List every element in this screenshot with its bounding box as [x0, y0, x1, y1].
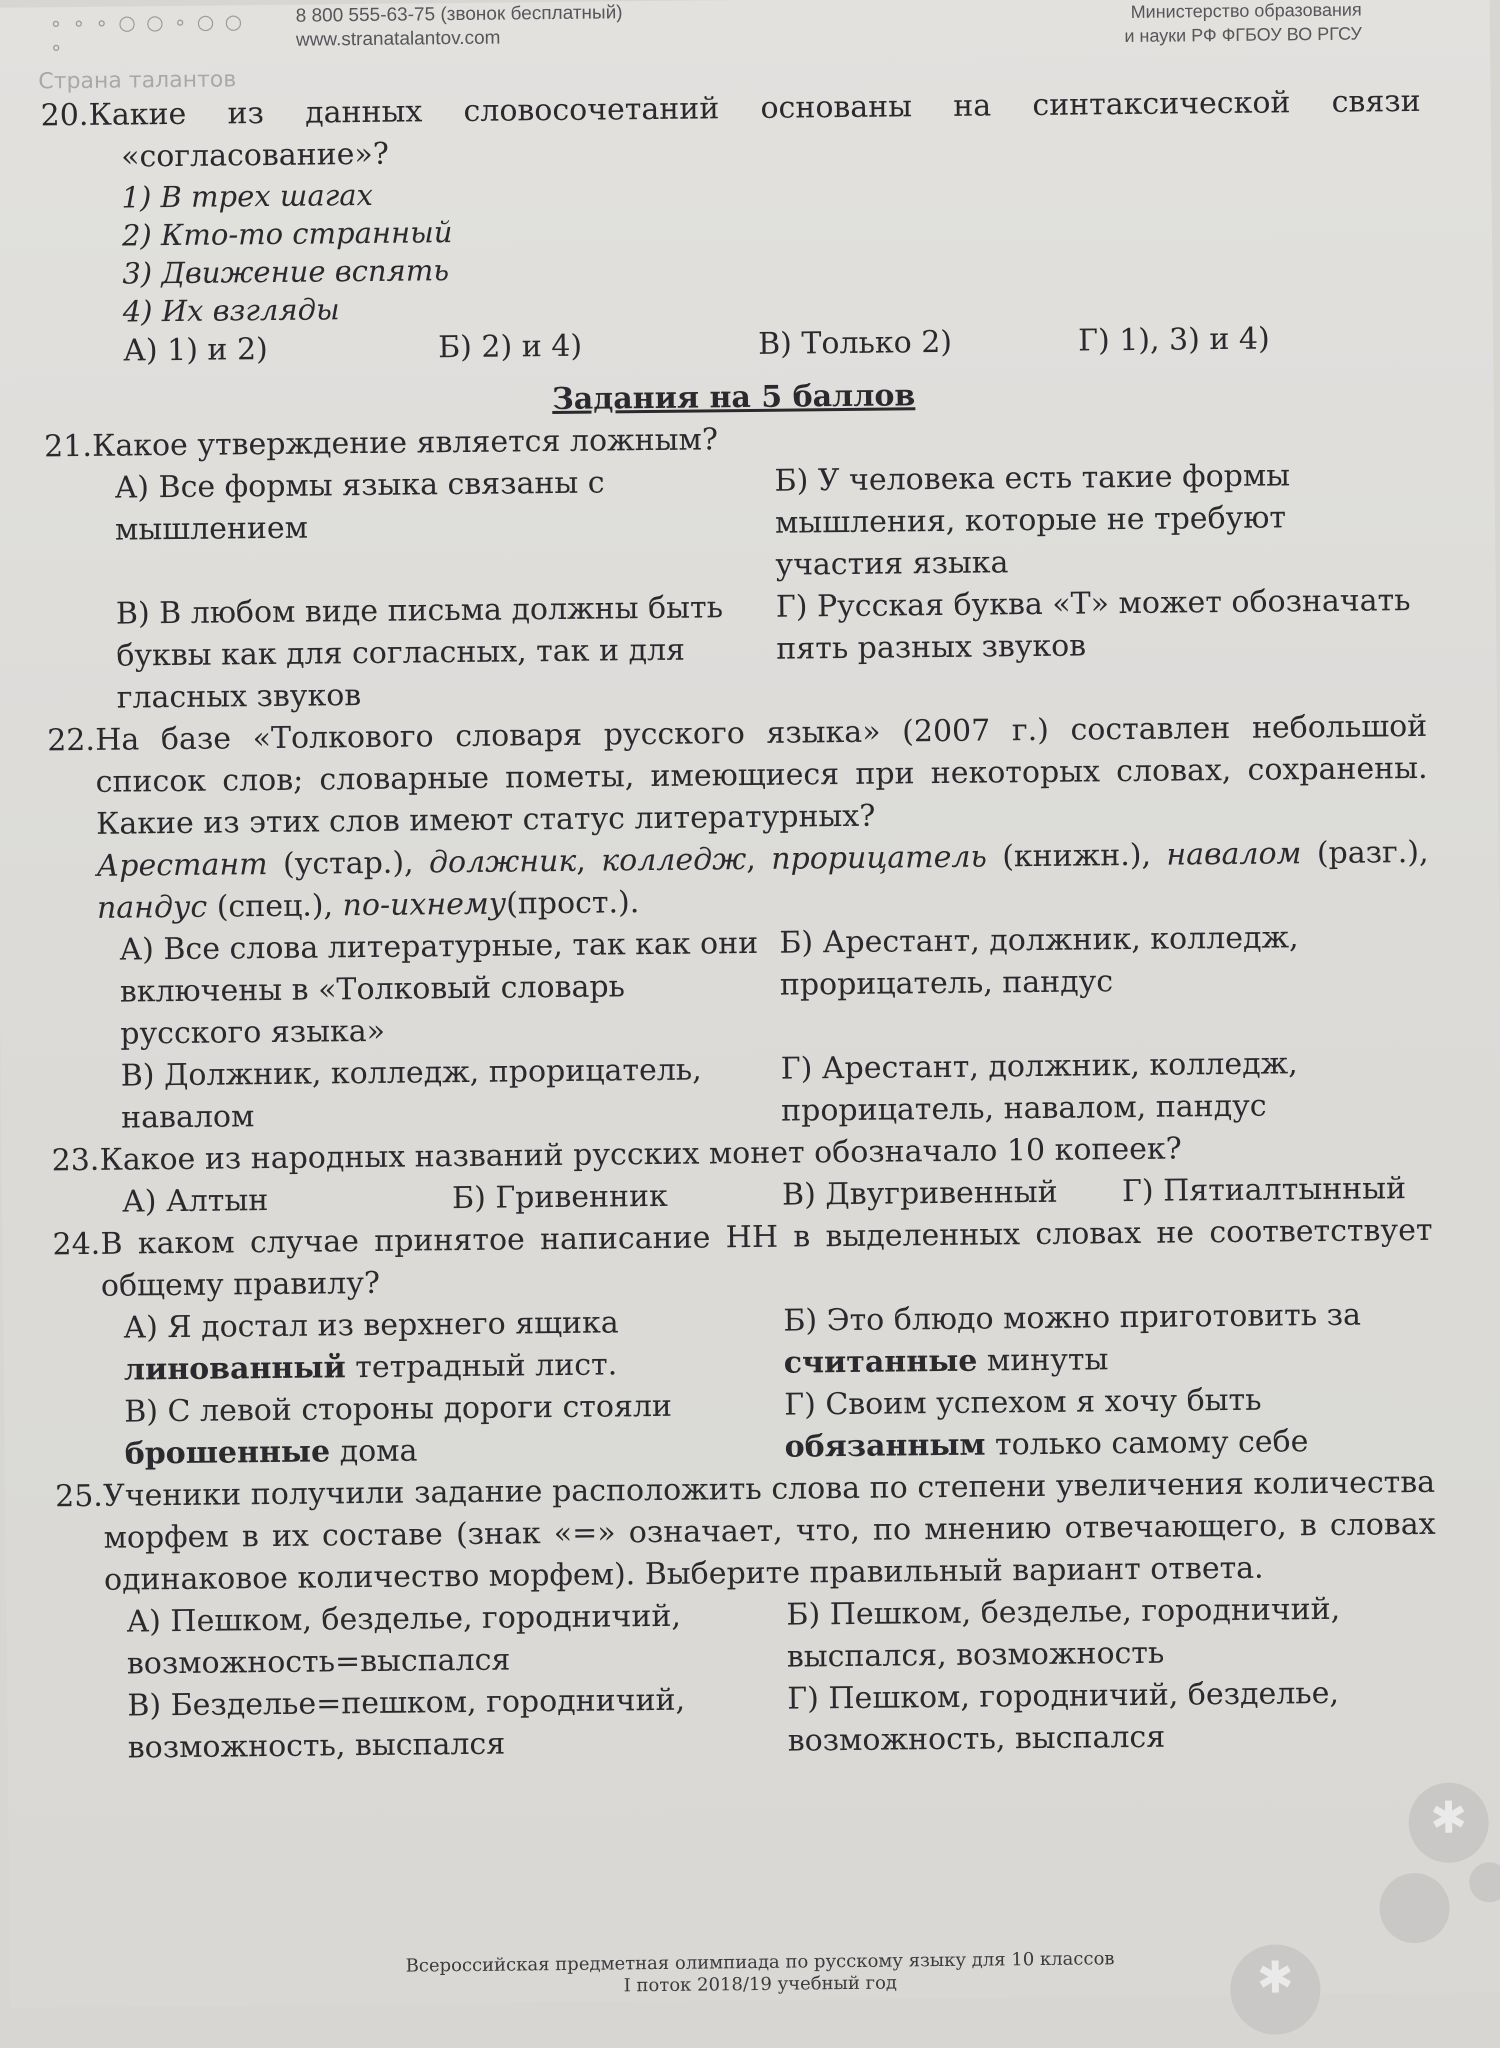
- answer-grid: [114, 454, 1427, 720]
- option-text: минуты: [977, 1342, 1109, 1379]
- question-text: Какие из данных словосочетаний основаны на синтаксической связи: [88, 83, 1421, 133]
- answer-option-b: Б) У человека есть такие формы мышления, которые не требуют участия языка: [774, 458, 1291, 583]
- highlighted-word: обязанным: [784, 1427, 986, 1465]
- answer-option: Г) 1), 3) и 4): [1077, 321, 1270, 359]
- highlighted-word: линованный: [123, 1350, 346, 1388]
- question-25: [55, 1462, 1438, 1770]
- question-number: 25.: [54, 1478, 104, 1515]
- word-mark: (устар.),: [267, 845, 430, 883]
- answer-option: А) 1) и 2): [122, 332, 268, 369]
- answer-option-c: В) Безделье=пешком, городничий, возможность, выспался: [127, 1682, 686, 1766]
- option-text: только самому себе: [985, 1424, 1309, 1463]
- question-23: [51, 1126, 1432, 1224]
- content: [40, 81, 1437, 1770]
- question-text-cont: «согласование»?: [120, 136, 390, 175]
- logo-name: Страна талантов: [38, 67, 237, 95]
- answer-grid: [119, 916, 1431, 1140]
- answer-option: В) Двугривенный: [781, 1174, 1058, 1213]
- highlighted-word: считанные: [783, 1343, 978, 1381]
- list-item: 3) Движение вспять: [122, 253, 450, 291]
- word-mark: (разг.),: [1301, 834, 1429, 872]
- answer-option: Б) Гривенник: [451, 1178, 668, 1217]
- footer-line-1: Всероссийская предметная олимпиада по русскому языку для 10 классов: [405, 1948, 1115, 1977]
- question-text: Какое из народных названий русских монет обозначало 10 копеек?: [99, 1131, 1182, 1178]
- option-text: В) С левой стороны дороги стояли: [124, 1388, 673, 1430]
- word-mark: (спец.),: [207, 888, 343, 925]
- word: должник: [428, 843, 577, 881]
- option-text: Г) Своим успехом я хочу быть: [784, 1382, 1262, 1423]
- question-number: 20.: [40, 97, 89, 134]
- question-24: [52, 1210, 1435, 1476]
- logo-dots: ∘ ∘ ∘ ○ ○ ∘ ○ ○ ∘: [49, 9, 245, 60]
- person-icon: ✱: [1429, 1792, 1468, 1844]
- decor-circle: [1379, 1873, 1450, 1944]
- question-21: [44, 412, 1427, 720]
- question-number: 22.: [47, 722, 96, 759]
- word: колледж: [601, 842, 747, 879]
- question-text: В каком случае принятое написание НН в выделенных словах не соответствует общему правилу?: [100, 1212, 1433, 1304]
- answer-option-d: Г) Русская буква «Т» может обозначать пять разных звуков: [775, 583, 1411, 667]
- question-text: Какое утверждение является ложным?: [91, 422, 719, 464]
- answer-option-a: А) Все формы языка связаны с мышлением: [114, 465, 605, 548]
- question-20: [40, 81, 1423, 373]
- word: прорицатель: [771, 839, 987, 877]
- word-list: [96, 832, 1429, 930]
- option-text: Б) Это блюдо можно приготовить за: [783, 1297, 1362, 1339]
- ministry-line-2: и науки РФ ФГБОУ ВО РГСУ: [1124, 23, 1363, 47]
- answer-option-b: Б) Арестант, должник, колледж, прорицатель, пандус: [779, 920, 1299, 1003]
- answer-option: Б) 2) и 4): [437, 328, 583, 366]
- website: www.stranatalantov.com: [295, 27, 501, 51]
- question-22: [47, 706, 1431, 1140]
- logo: [30, 9, 251, 95]
- section-heading: Задания на 5 баллов: [551, 378, 916, 418]
- word-mark: ,: [746, 841, 772, 878]
- question-text: На базе «Толкового словаря русского языка» (2007 г.) составлен небольшой список слов; словарные пометы, имеющиеся при некоторых словах, сохранены. Какие из этих слов имеют статус литературных?: [95, 708, 1428, 842]
- decor-circle: [1469, 1862, 1500, 1902]
- answer-option-b: [783, 1294, 1424, 1385]
- answer-option-c: [124, 1385, 765, 1476]
- question-text: Ученики получили задание расположить слова по степени увеличения количества морфем в их составе (знак «=» означает, что, по мнению отвечающего, в словах одинаковое количество морфем). Выберите правильный вариант ответа.: [102, 1464, 1436, 1598]
- highlighted-word: брошенные: [124, 1434, 331, 1472]
- page-header: [0, 0, 1490, 95]
- answer-grid: [126, 1588, 1438, 1770]
- word: навалом: [1166, 836, 1302, 873]
- answer-option: Г) Пятиалтынный: [1121, 1171, 1407, 1210]
- phrase-list: [121, 165, 1423, 331]
- answer-option-c: В) Должник, колледж, прорицатель, навалом: [120, 1052, 702, 1136]
- contacts: [296, 1, 623, 52]
- person-icon: ✱: [1256, 1952, 1294, 2004]
- answer-option: А) Алтын: [121, 1183, 269, 1220]
- answer-option-d: Г) Арестант, должник, колледж, прорицатель, навалом, пандус: [780, 1046, 1298, 1129]
- question-number: 24.: [52, 1226, 101, 1263]
- answer-option-b: Б) Пешком, безделье, городничий, выспался, возможность: [786, 1591, 1341, 1675]
- list-item: 1) В трех шагах: [121, 177, 374, 215]
- word-mark: ,: [576, 843, 602, 879]
- answer-option-d: [784, 1378, 1425, 1469]
- option-text: А) Я достал из верхнего ящика: [123, 1305, 619, 1346]
- word: пандус: [96, 889, 208, 926]
- phone: 8 800 555-63-75 (звонок бесплатный): [295, 2, 623, 27]
- footer-line-2: I поток 2018/19 учебный год: [623, 1972, 898, 1997]
- list-item: 2) Кто-то странный: [121, 215, 453, 253]
- word: по-ихнему: [342, 886, 507, 924]
- answer-option-a: А) Все слова литературные, так как они включены в «Толковый словарь русского языка»: [119, 925, 759, 1052]
- answer-grid: [123, 1294, 1435, 1476]
- ministry-line-1: Министерство образования: [1130, 0, 1362, 22]
- word: Арестант: [96, 847, 268, 884]
- question-number: 21.: [43, 428, 93, 465]
- answer-option-c: В) В любом виде письма должны быть буквы как для согласных, так и для гласных звуков: [115, 590, 724, 716]
- option-text: дома: [329, 1433, 418, 1470]
- question-number: 23.: [51, 1142, 100, 1179]
- answer-option-a: А) Пешком, безделье, городничий, возможность=выспался: [126, 1598, 682, 1682]
- list-item: 4) Их взгляды: [122, 292, 340, 329]
- answer-option-a: [123, 1301, 764, 1392]
- ministry: [1124, 0, 1362, 48]
- answer-option-d: Г) Пешком, городничий, безделье, возможность, выспался: [787, 1675, 1340, 1759]
- option-text: тетрадный лист.: [345, 1347, 618, 1386]
- answer-option: В) Только 2): [757, 324, 953, 362]
- word-mark: (книжн.),: [986, 837, 1167, 875]
- word-mark: (прост.).: [505, 885, 640, 922]
